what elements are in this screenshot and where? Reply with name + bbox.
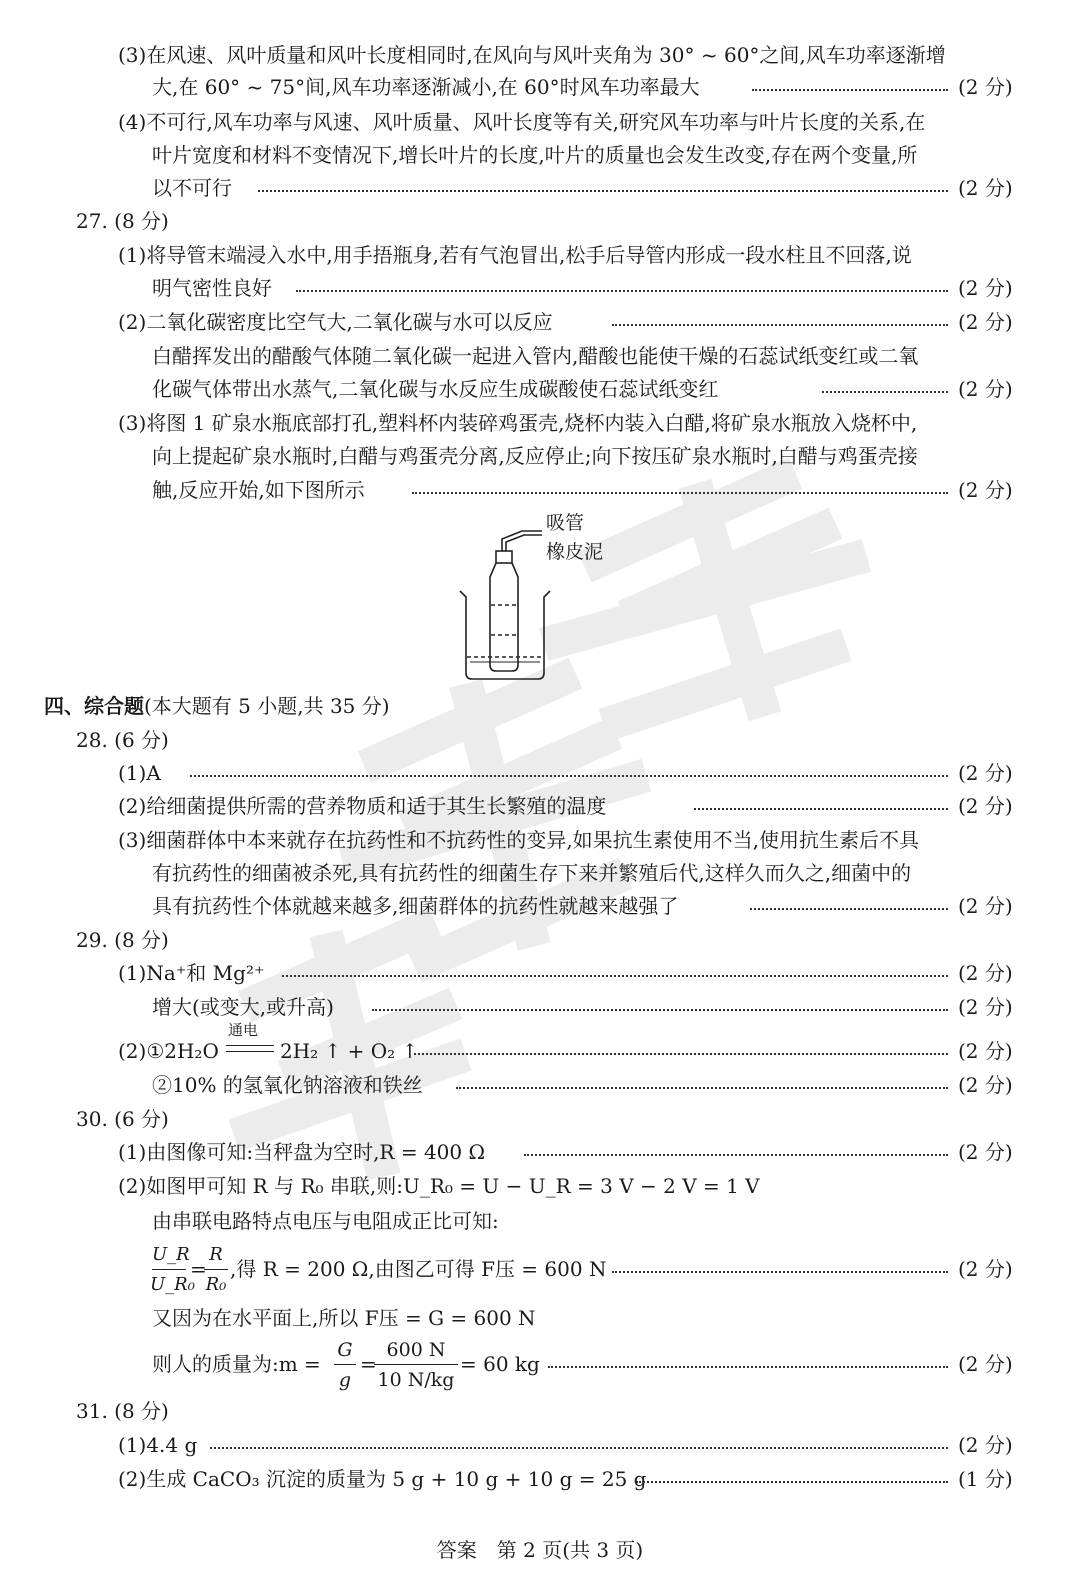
score: (2 分) <box>958 961 1013 985</box>
score: (2 分) <box>958 478 1013 502</box>
score: (2 分) <box>958 1257 1013 1281</box>
q31-title: 31. (8 分) <box>76 1399 169 1423</box>
score: (2 分) <box>958 761 1013 785</box>
q28-p3-line2: 有抗药性的细菌被杀死,具有抗药性的细菌生存下来并繁殖后代,这样久而久之,细菌中的 <box>152 861 912 885</box>
bottle-in-beaker-figure <box>450 505 630 685</box>
section4-heading <box>44 693 390 719</box>
frac1-num: U_R <box>152 1244 190 1265</box>
q28-title: 28. (6 分) <box>76 728 169 752</box>
score: (2 分) <box>958 176 1013 200</box>
score: (2 分) <box>958 1140 1013 1164</box>
score: (2 分) <box>958 894 1013 918</box>
score: (2 分) <box>958 1433 1013 1457</box>
q29-title: 29. (8 分) <box>76 928 169 952</box>
score: (2 分) <box>958 1073 1013 1097</box>
dot-leader <box>282 975 948 977</box>
dot-leader <box>694 808 948 810</box>
answer-page: (3)在风速、风叶质量和风叶长度相同时,在风向与风叶夹角为 30° ~ 60°之间,风车功率逐渐增 大,在 60° ~ 75°间,风车功率逐渐减小,在 60°时风车功率最大 (2 分) (4)不可行,风车功率与风速、风叶质量、风叶长度等有关,研究风车功率与叶片长度的关系,在 叶片宽度和材料不变情况下,增长叶片的长度,叶片的质量也会发生改变,存在两个变量,所 以不可行 (2 分) 27. (8 分) (1)将导管末端浸入水中,用手捂瓶身,若有气泡冒出,松手后导管内形成一段水柱且不回落,说 明气密性良好 (2 分) (2)二氧化碳密度比空气大,二氧化碳与水可以反应 (2 分) 白醋挥发出的醋酸气体随二氧化碳一起进入管内,醋酸也能使干燥的石蕊试纸变红或二氧 化碳气体带出水蒸气,二氧化碳与水反应生成碳酸使石蕊试纸变红 (2 分) (3)将图 1 矿泉水瓶底部打孔,塑料杯内装碎鸡蛋壳,烧杯内装入白醋,将矿泉水瓶放入烧杯中, 向上提起矿泉水瓶时,白醋与鸡蛋壳分离,反应停止;向下按压矿泉水瓶时,白醋与鸡蛋壳接 触,反应开始,如下图所示 (2 分) 吸管 橡皮泥 四、综合题(本大题有 5 小题,共 35 分) 28. (6 分) (1)A (2 分) (2)给细菌提供所需的营养物质和适于其生长繁殖的温度 (2 分) (3)细菌群体中本来就存在抗药性和不抗药性的变异,如果抗生素使用不当,使用抗生素后不具 有抗药性的细菌被杀死,具有抗药性的细菌生存下来并繁殖后代,这样久而久之,细菌中的 具有抗药性个体就越来越多,细菌群体的抗药性就越来越强了 (2 分) 29. (8 分) (1)Na⁺和 Mg²⁺ (2 分) 增大(或变大,或升高) (2 分) (2)①2H₂O 通电 2H₂ ↑ + O₂ ↑ (2 分) ②10% 的氢氧化钠溶液和铁丝 (2 分) 30. (6 分) (1)由图像可知:当秤盘为空时,R = 400 Ω (2 分) (2)如图甲可知 R 与 R₀ 串联,则:U_R₀ = U − U_R = 3 V − 2 V = 1 V 由串联电路特点电压与电阻成正比可知: U_R U_R₀ = R R₀ ,得 R = 200 Ω,由图乙可得 F压 = 600 N (2 分) 又因为在水平面上,所以 F压 = G = 600 N 则人的质量为:m = G g = 600 N 10 N/kg = 60 kg (2 分) 31. (8 分) (1)4.4 g (2 分) (2)生成 CaCO₃ 沉淀的质量为 5 g + 10 g + 10 g = 25 g (1 分) 答案 第 2 页(共 3 页) <box>0 0 1080 1587</box>
q27-p2-line1: (2)二氧化碳密度比空气大,二氧化碳与水可以反应 <box>118 310 553 334</box>
dot-leader <box>750 908 948 910</box>
score: (2 分) <box>958 1039 1013 1063</box>
fraction-bar-icon <box>204 1269 228 1270</box>
dot-leader <box>190 775 948 777</box>
q27-p2-line2: 白醋挥发出的醋酸气体随二氧化碳一起进入管内,醋酸也能使干燥的石蕊试纸变红或二氧 <box>152 344 919 368</box>
q27-title: 27. (8 分) <box>76 209 169 233</box>
score: (2 分) <box>958 75 1013 99</box>
dot-leader <box>548 1366 948 1368</box>
q28-p3-line3: 具有抗药性个体就越来越多,细菌群体的抗药性就越来越强了 <box>152 894 679 918</box>
frac3-den: g <box>338 1369 352 1391</box>
score: (2 分) <box>958 377 1013 401</box>
q27-p3-line1: (3)将图 1 矿泉水瓶底部打孔,塑料杯内装碎鸡蛋壳,烧杯内装入白醋,将矿泉水瓶放入烧杯中, <box>118 411 918 435</box>
q30-p2-line5-suffix: = 60 kg <box>460 1352 540 1376</box>
dot-leader <box>456 1087 948 1089</box>
q29-p2-suffix: 2H₂ ↑ + O₂ ↑ <box>280 1039 419 1063</box>
q26-p3-line1: (3)在风速、风叶质量和风叶长度相同时,在风向与风叶夹角为 30° ~ 60°之间,风车功率逐渐增 <box>118 43 946 67</box>
frac4-den: 10 N/kg <box>377 1369 455 1391</box>
dot-leader <box>752 89 948 91</box>
q31-p2: (2)生成 CaCO₃ 沉淀的质量为 5 g + 10 g + 10 g = 25 g <box>118 1467 647 1491</box>
q26-p3-line2: 大,在 60° ~ 75°间,风车功率逐渐减小,在 60°时风车功率最大 <box>152 75 700 99</box>
fraction-bar-icon <box>152 1269 186 1270</box>
dot-leader <box>524 1154 948 1156</box>
q29-p1-line1: (1)Na⁺和 Mg²⁺ <box>118 961 265 985</box>
q28-p3-line1: (3)细菌群体中本来就存在抗药性和不抗药性的变异,如果抗生素使用不当,使用抗生素后不具 <box>118 828 920 852</box>
dot-leader <box>612 1271 948 1273</box>
q29-p2-line2: ②10% 的氢氧化钠溶液和铁丝 <box>152 1073 423 1097</box>
page-footer: 答案 第 2 页(共 3 页) <box>436 1538 644 1562</box>
q26-p4-line3: 以不可行 <box>152 176 232 200</box>
frac3-num: G <box>337 1339 353 1361</box>
frac2-num: R <box>209 1244 223 1265</box>
q29-p2-prefix: (2)①2H₂O <box>118 1039 219 1063</box>
q30-p2-line3: ,得 R = 200 Ω,由图乙可得 F压 = 600 N <box>230 1257 607 1281</box>
q30-title: 30. (6 分) <box>76 1107 169 1131</box>
equals-sign-icon <box>226 1045 274 1052</box>
score: (2 分) <box>958 794 1013 818</box>
fraction-bar-icon <box>374 1364 458 1365</box>
q27-p3-line2: 向上提起矿泉水瓶时,白醋与鸡蛋壳分离,反应停止;向下按压矿泉水瓶时,白醋与鸡蛋壳接 <box>152 444 918 468</box>
section4-title: 四、综合题 <box>44 694 144 718</box>
dot-leader <box>296 290 948 292</box>
dot-leader <box>612 324 948 326</box>
dot-leader <box>210 1447 948 1449</box>
frac1-den: U_R₀ <box>150 1274 195 1295</box>
section4-note: (本大题有 5 小题,共 35 分) <box>144 694 390 718</box>
q26-p4-line1: (4)不可行,风车功率与风速、风叶质量、风叶长度等有关,研究风车功率与叶片长度的关系,在 <box>118 110 926 134</box>
q30-p2-line4: 又因为在水平面上,所以 F压 = G = 600 N <box>152 1306 536 1330</box>
dot-leader <box>258 190 948 192</box>
score: (2 分) <box>958 995 1013 1019</box>
frac2-den: R₀ <box>205 1274 227 1295</box>
q29-p2-condition: 通电 <box>228 1021 259 1039</box>
q31-p1: (1)4.4 g <box>118 1433 198 1457</box>
score: (2 分) <box>958 276 1013 300</box>
q30-p2-line1: (2)如图甲可知 R 与 R₀ 串联,则:U_R₀ = U − U_R = 3 V − 2 V = 1 V <box>118 1174 760 1198</box>
label-straw: 吸管 <box>546 512 585 534</box>
q26-p4-line2: 叶片宽度和材料不变情况下,增长叶片的长度,叶片的质量也会发生改变,存在两个变量,所 <box>152 143 918 167</box>
dot-leader <box>636 1481 948 1483</box>
dot-leader <box>372 1009 948 1011</box>
q28-p2: (2)给细菌提供所需的营养物质和适于其生长繁殖的温度 <box>118 794 607 818</box>
dot-leader <box>414 1053 948 1055</box>
q28-p1: (1)A <box>118 761 161 785</box>
label-clay: 橡皮泥 <box>546 541 604 563</box>
score: (2 分) <box>958 310 1013 334</box>
dot-leader <box>412 492 948 494</box>
q30-p2-line5-prefix: 则人的质量为:m = <box>152 1352 321 1376</box>
score: (2 分) <box>958 1352 1013 1376</box>
dot-leader <box>822 391 948 393</box>
q30-p2-line2: 由串联电路特点电压与电阻成正比可知: <box>152 1209 499 1233</box>
score: (1 分) <box>958 1467 1013 1491</box>
fraction-bar-icon <box>334 1364 356 1365</box>
q30-p1: (1)由图像可知:当秤盘为空时,R = 400 Ω <box>118 1140 486 1164</box>
frac4-num: 600 N <box>386 1339 446 1361</box>
q29-p1-line2: 增大(或变大,或升高) <box>152 995 334 1019</box>
q27-p1-line1: (1)将导管末端浸入水中,用手捂瓶身,若有气泡冒出,松手后导管内形成一段水柱且不回落,说 <box>118 243 912 267</box>
q27-p2-line3: 化碳气体带出水蒸气,二氧化碳与水反应生成碳酸使石蕊试纸变红 <box>152 377 719 401</box>
q27-p3-line3: 触,反应开始,如下图所示 <box>152 478 365 502</box>
q27-p1-line2: 明气密性良好 <box>152 276 272 300</box>
